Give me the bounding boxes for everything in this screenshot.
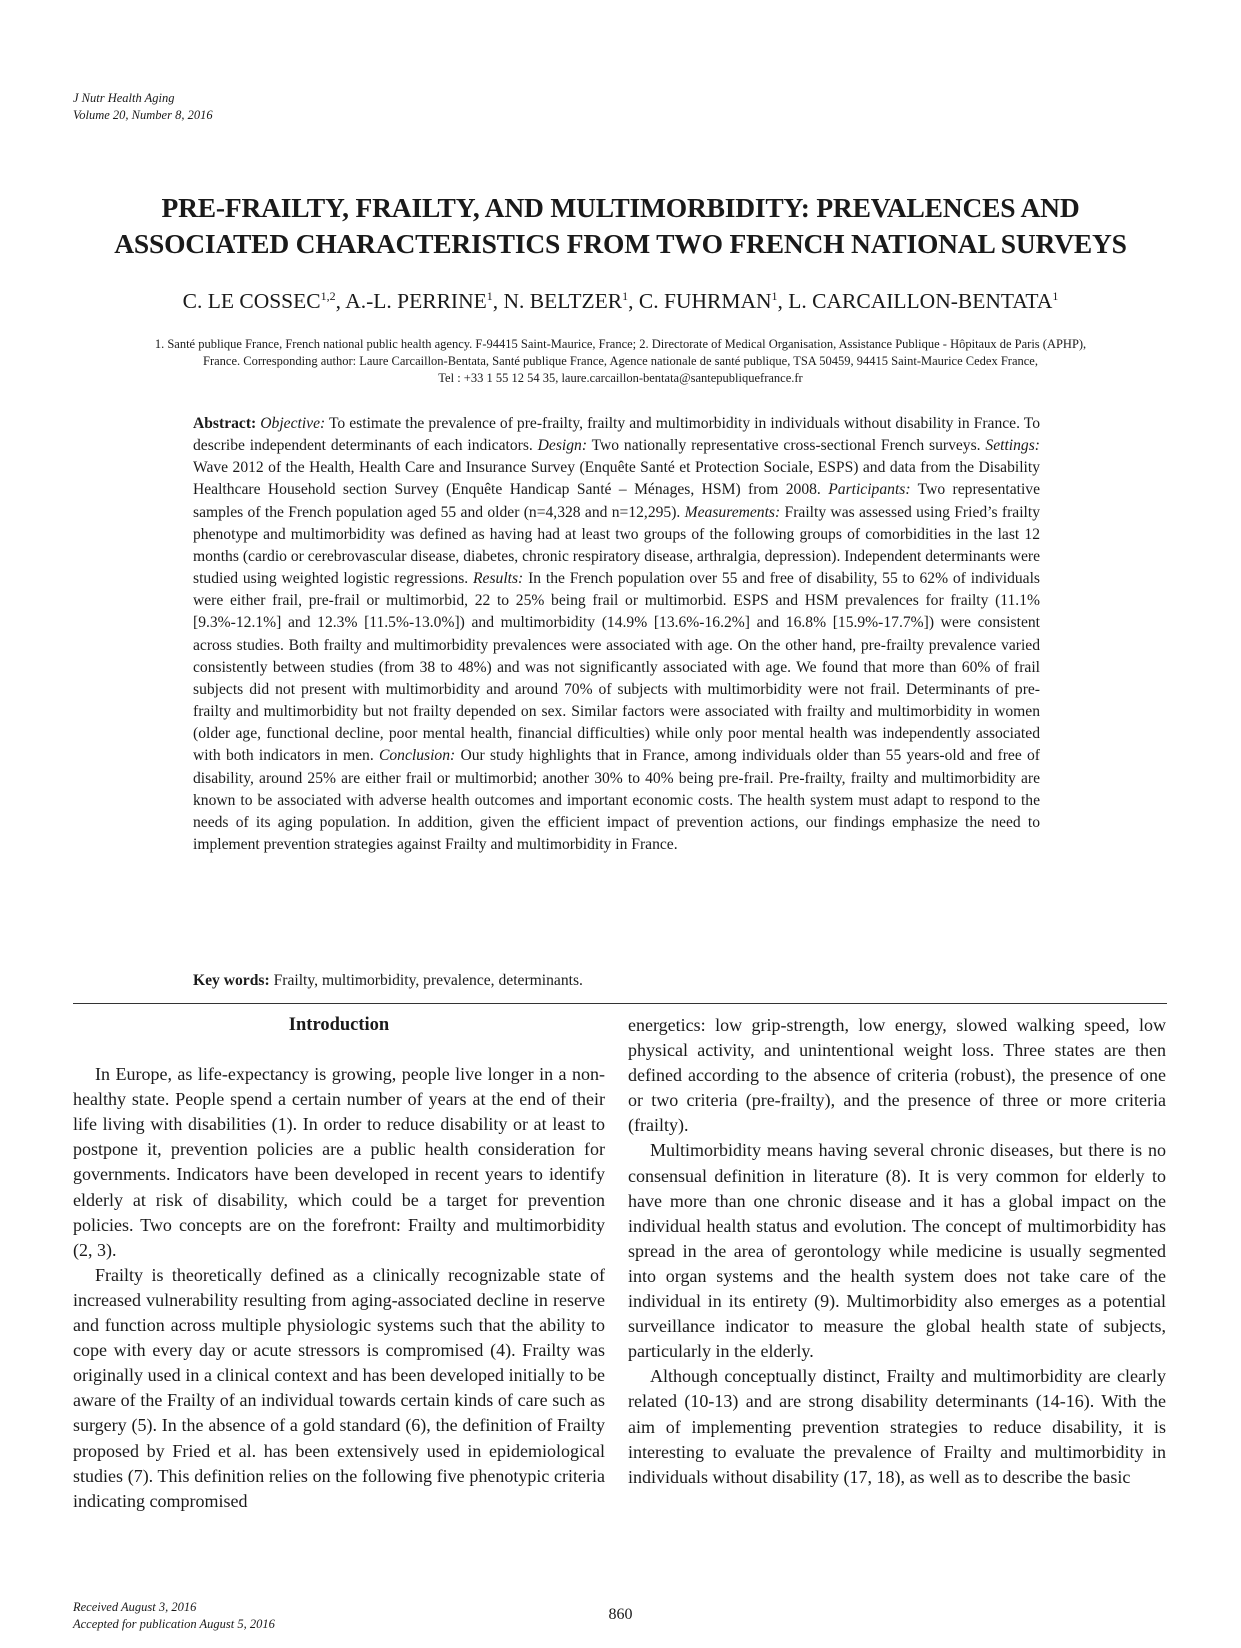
- keywords-text: Frailty, multimorbidity, prevalence, determinants.: [273, 972, 583, 989]
- abstract-label: Abstract:: [193, 415, 257, 432]
- body-paragraph: Frailty is theoretically defined as a clinically recognizable state of increased vulnerability resulting from aging-associated decline in reserve and function across multiple physiologic systems such that the ability to cope with every day or acute stressors is compromised (4). Frailty was originally used in a clinical context and has been developed initially to be aware of the Frailty of an individual towards certain kinds of care such as surgery (5). In the absence of a gold standard (6), the definition of Frailty proposed by Fried et al. has been extensively used in epidemiological studies (7). This definition relies on the following five phenotypic criteria indicating compromised: [73, 1264, 605, 1511]
- accepted-date: Accepted for publication August 5, 2016: [73, 1617, 275, 1631]
- affiliation-line: France. Corresponding author: Laure Carcaillon-Bentata, Santé publique France, Agence nationale de santé publique, TSA 50459, 94415 Saint-Maurice Cedex France,: [203, 354, 1038, 368]
- author: C. LE COSSEC$^{1,2}$,: [182, 288, 346, 313]
- affiliations: [60, 336, 1181, 387]
- section-heading: Introduction: [288, 1015, 390, 1035]
- page-number: 860: [608, 1606, 633, 1623]
- body-paragraph: energetics: low grip-strength, low energy, slowed walking speed, low physical activity, and unintentional weight loss. Three states are then defined according to the absence of criteria (robust), the presence of one or two criteria (pre-frailty), and the presence of three or more criteria (frailty).: [628, 1015, 1166, 1136]
- body-paragraph: Multimorbidity means having several chronic diseases, but there is no consensual definition in literature (8). It is very common for elderly to have more than one chronic disease and it has a global impact on the individual health status and evolution. The concept of multimorbidity has spread in the area of gerontology while medicine is usually segmented into organ systems and the health system does not take care of the individual in its entirety (9). Multimorbidity also emerges as a potential surveillance indicator to measure the global health state of subjects, particularly in the elderly.: [628, 1140, 1166, 1362]
- participants-text: Two representative samples of the French population aged 55 and older (n=4,328 and n=12,295).: [193, 481, 1041, 521]
- received-date: Received August 3, 2016: [73, 1600, 197, 1614]
- settings-label: Settings:: [985, 437, 1040, 455]
- body-paragraph: In Europe, as life-expectancy is growing, people live longer in a non-healthy state. People spend a certain number of years at the end of their life living with disabilities (1). In order to reduce disability or at least to postpone it, prevention policies are a public health consideration for governments. Indicators have been developed in recent years to identify elderly at risk of disability, which could be a target for prevention policies. Two concepts are on the forefront: Frailty and multimorbidity (2, 3).: [73, 1064, 605, 1260]
- author: N. BELTZER$^1$,: [503, 288, 639, 313]
- settings-text: Wave 2012 of the Health, Health Care and Insurance Survey (Enquête Santé et Protection Sociale, ESPS) and data from the Disability Healthcare Household section Survey (Enquête Handicap Santé – Ménages, HSM) from 2008.: [193, 459, 1040, 499]
- body-column-right: [628, 1013, 1166, 1490]
- affiliation-line: 1. Santé publique France, French national public health agency. F-94415 Saint-Maurice, France; 2. Directorate of Medical Organisation, Assistance Publique - Hôpitaux de Paris (APHP),: [154, 337, 1087, 351]
- author: L. CARCAILLON-BENTATA$^1$: [788, 288, 1059, 313]
- objective-text: To estimate the prevalence of pre-frailty, frailty and multimorbidity in individuals without disability in France. To describe independent determinants of each indicators.: [193, 415, 1040, 455]
- conclusion-label: Conclusion:: [378, 747, 456, 765]
- article-title: [60, 190, 1181, 262]
- design-text: Two nationally representative cross-sectional French surveys.: [591, 437, 981, 455]
- author-list: [60, 288, 1181, 314]
- author: C. FUHRMAN$^1$,: [638, 288, 789, 313]
- objective-label: Objective:: [260, 415, 326, 432]
- author: A.-L. PERRINE$^1$,: [345, 288, 504, 313]
- measurements-text: Frailty was assessed using Fried’s frailty phenotype and multimorbidity was defined as having had at least two groups of the following groups of comorbidities in the last 12 months (cardio or cerebrovascular disease, diabetes, chronic respiratory disease, arthralgia, depression). Independent determinants were studied using weighted logistic regressions.: [193, 503, 1040, 588]
- design-label: Design:: [537, 437, 588, 455]
- journal-volume: Volume 20, Number 8, 2016: [73, 108, 213, 122]
- title-line-2: ASSOCIATED CHARACTERISTICS FROM TWO FRENCH NATIONAL SURVEYS: [114, 228, 1127, 259]
- contact-line: Tel : +33 1 55 12 54 35, laure.carcaillon-bentata@santepubliquefrance.fr: [438, 371, 803, 385]
- keywords-label: Key words:: [193, 972, 270, 989]
- results-text: In the French population over 55 and free of disability, 55 to 62% of individuals were either frail, pre-frail or multimorbid, 22 to 25% being frail or multimorbid. ESPS and HSM prevalences for frailty (11.1% [9.3%-12.1%] and 12.3% [11.5%-13.0%]) and multimorbidity (14.9% [13.6%-16.2%] and 16.8% [15.9%-17.7%]) were consistent across studies. Both frailty and multimorbidity prevalences were associated with age. On the other hand, pre-frailty prevalence varied consistently between studies (from 38 to 48%) and was not significantly associated with age. We found that more than 60% of frail subjects did not present with multimorbidity and around 70% of subjects with multimorbidity were not frail. Determinants of pre-frailty and multimorbidity but not frailty depended on sex. Similar factors were associated with frailty and multimorbidity in women (older age, functional decline, poor mental health, financial difficulties) while only poor mental health was independently associated with both indicators in men.: [193, 570, 1040, 765]
- section-divider: [73, 1003, 1167, 1004]
- abstract: [193, 413, 1040, 856]
- body-column-left: [73, 1013, 605, 1514]
- participants-label: Participants:: [828, 481, 911, 499]
- journal-name: J Nutr Health Aging: [73, 91, 175, 105]
- journal-header: [73, 90, 213, 124]
- measurements-label: Measurements:: [684, 503, 781, 521]
- body-paragraph: Although conceptually distinct, Frailty and multimorbidity are clearly related (10-13) and are strong disability determinants (14-16). With the aim of implementing prevention strategies to reduce disability, it is interesting to evaluate the prevalence of Frailty and multimorbidity in individuals without disability (17, 18), as well as to describe the basic: [628, 1366, 1166, 1487]
- results-label: Results:: [473, 570, 524, 588]
- keywords: [193, 970, 1040, 992]
- title-line-1: PRE-FRAILTY, FRAILTY, AND MULTIMORBIDITY: PREVALENCES AND: [161, 192, 1080, 223]
- conclusion-text: Our study highlights that in France, among individuals older than 55 years-old and free of disability, around 25% are either frail or multimorbid; another 30% to 40% being pre-frail. Pre-frailty, frailty and multimorbidity are known to be associated with adverse health outcomes and important economic costs. The health system must adapt to respond to the needs of its aging population. In addition, given the efficient impact of prevention actions, our findings emphasize the need to implement prevention strategies against Frailty and multimorbidity in France.: [193, 747, 1040, 853]
